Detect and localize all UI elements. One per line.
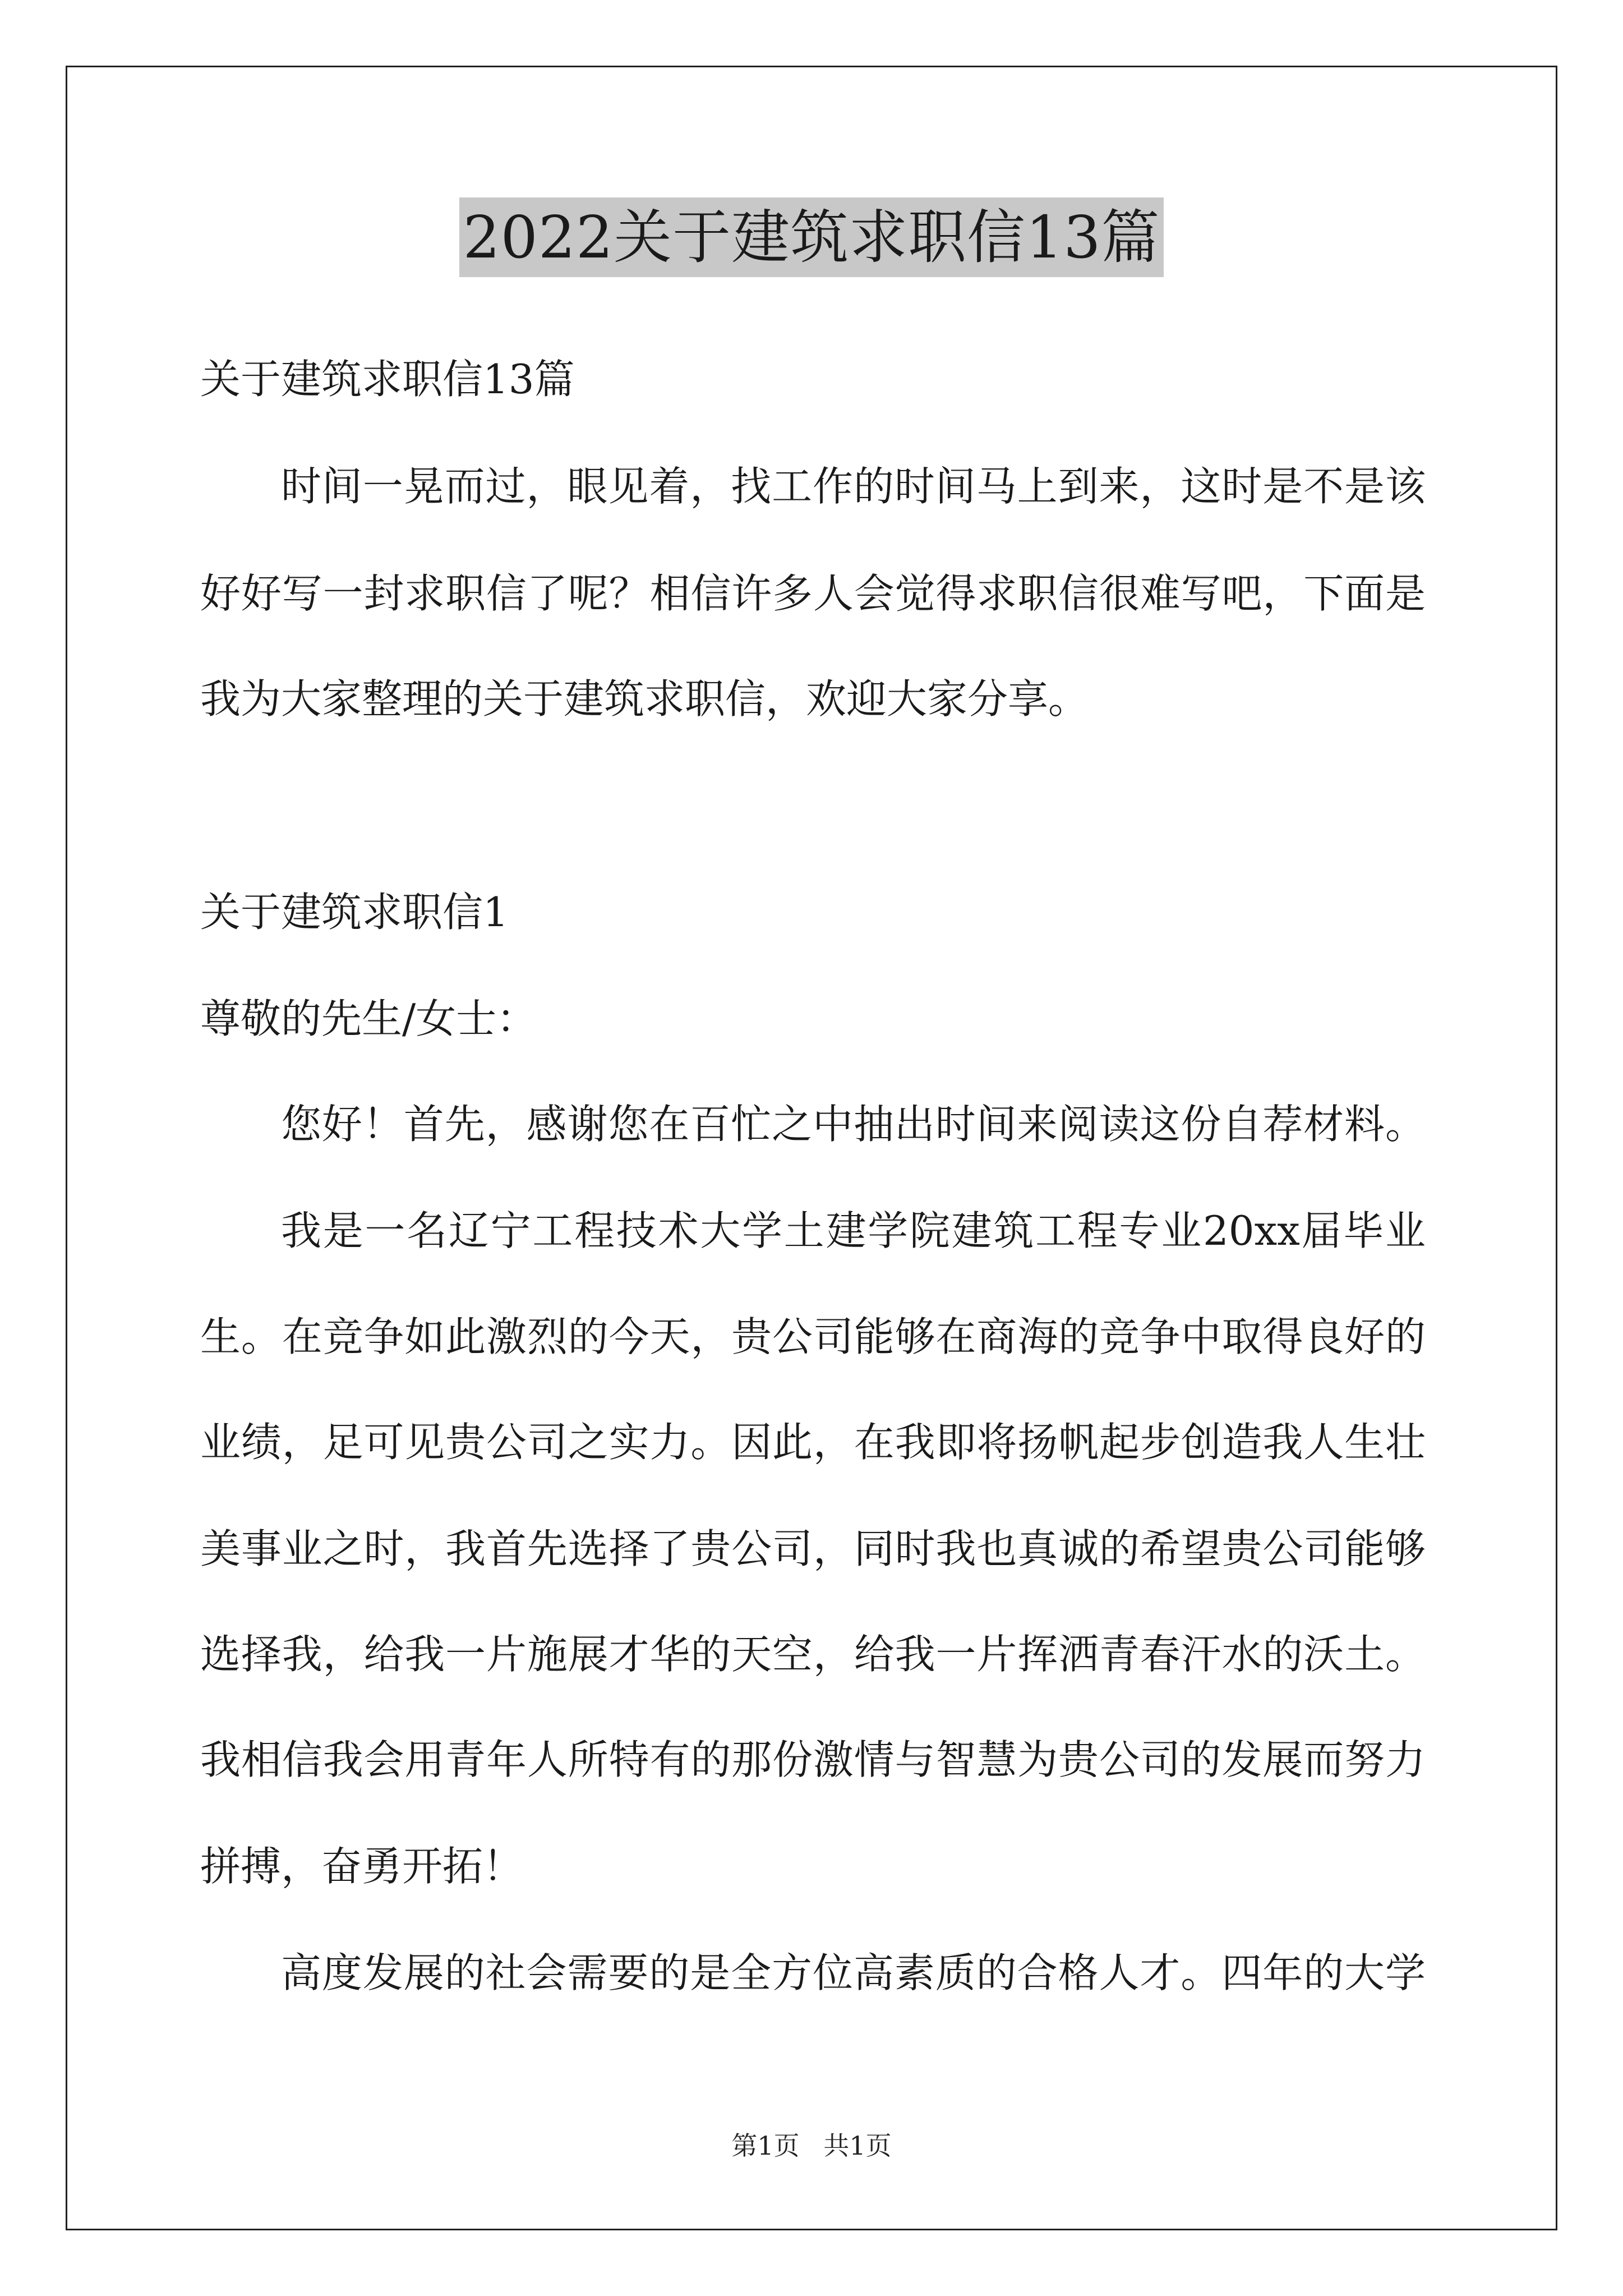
intro-line-3: 我为大家整理的关于建筑求职信，欢迎大家分享。 [200,675,1089,723]
page-number: 第1页 [731,2131,800,2161]
paragraph-1: 您好！首先，感谢您在百忙之中抽出时间来阅读这份自荐材料。 [281,1101,1426,1148]
document-title: 2022关于建筑求职信13篇 [459,197,1163,277]
section-heading: 关于建筑求职信1 [200,889,509,936]
paragraph-2-line-5: 选择我，给我一片施展才华的天空，给我一片挥洒青春汗水的沃土。 [200,1631,1426,1678]
page-footer [0,2129,1623,2162]
salutation: 尊敬的先生/女士： [200,995,537,1042]
intro-line-2: 好好写一封求职信了呢？相信许多人会觉得求职信很难写吧，下面是 [200,570,1426,617]
paragraph-2-line-1: 我是一名辽宁工程技术大学土建学院建筑工程专业20xx届毕业 [281,1207,1426,1254]
paragraph-2-line-7: 拼搏，奋勇开拓！ [200,1843,524,1890]
intro-line-1: 时间一晃而过，眼见着，找工作的时间马上到来，这时是不是该 [281,463,1426,510]
paragraph-2-line-6: 我相信我会用青年人所特有的那份激情与智慧为贵公司的发展而努力 [200,1736,1426,1783]
paragraph-2-line-2: 生。在竞争如此激烈的今天，贵公司能够在商海的竞争中取得良好的 [200,1313,1426,1360]
page-total: 共1页 [823,2131,892,2161]
paragraph-2-line-3: 业绩，足可见贵公司之实力。因此，在我即将扬帆起步创造我人生壮 [200,1419,1426,1466]
paragraph-3-line-1: 高度发展的社会需要的是全方位高素质的合格人才。四年的大学 [281,1949,1426,1996]
title-wrap [0,197,1623,277]
paragraph-2-line-4: 美事业之时，我首先选择了贵公司，同时我也真诚的希望贵公司能够 [200,1525,1426,1572]
document-subtitle: 关于建筑求职信13篇 [200,356,575,403]
